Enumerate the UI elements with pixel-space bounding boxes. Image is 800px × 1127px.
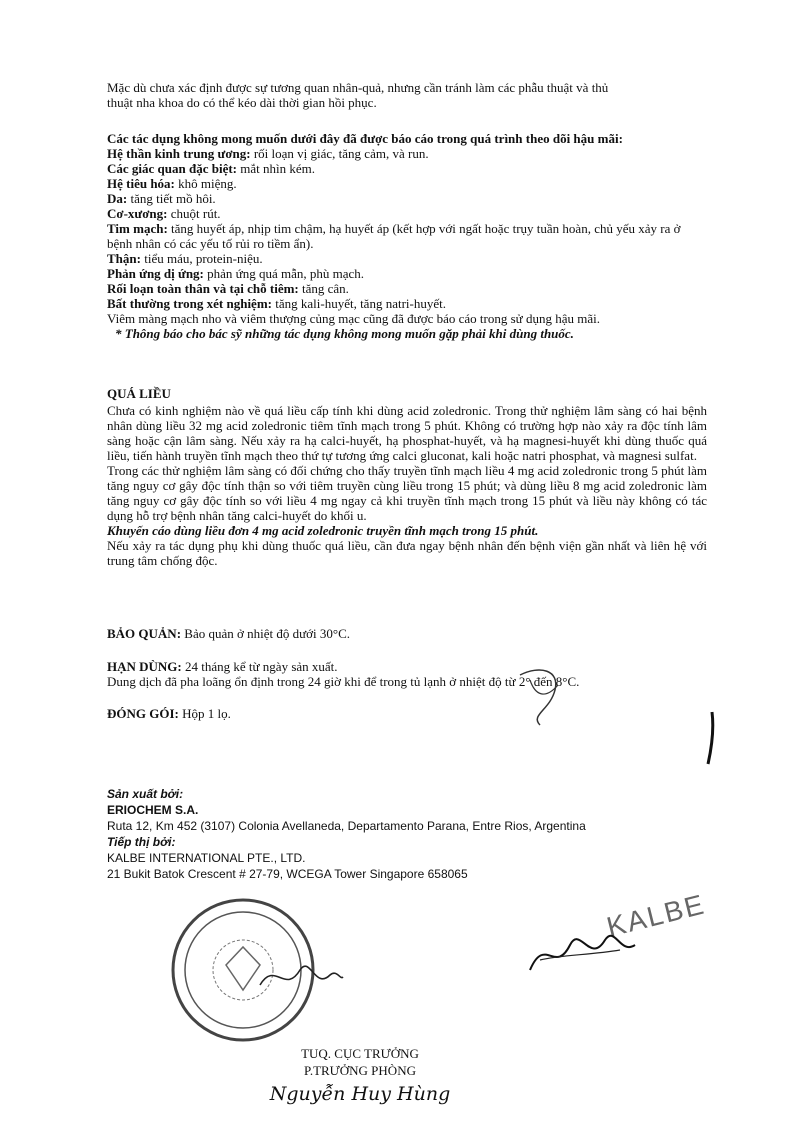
adverse-item — [107, 251, 707, 266]
adverse-item — [107, 206, 707, 221]
adverse-item-text: khô miệng. — [174, 176, 237, 191]
adverse-item-label: Cơ-xương: — [107, 206, 168, 221]
expiry-line-2: Dung dịch đã pha loãng ổn định trong 24 giờ khi để trong tủ lạnh ở nhiệt độ từ 2° đến 8°C. — [107, 674, 580, 689]
adverse-item — [107, 191, 707, 206]
storage-section — [107, 626, 707, 641]
marketer-address: 21 Bukit Batok Crescent # 27-79, WCEGA Tower Singapore 658065 — [107, 867, 468, 881]
margin-stroke — [700, 708, 720, 768]
adverse-item-text: tăng kali-huyết, tăng natri-huyết. — [271, 296, 446, 311]
adverse-item — [107, 146, 707, 161]
overdose-paragraph-4: Nếu xảy ra tác dụng phụ khi dùng thuốc quá liều, cần đưa ngay bệnh nhân đến bệnh viện gần nhất và liên hệ với trung tâm chống độc. — [107, 538, 707, 568]
adverse-item-label: Phản ứng dị ứng: — [107, 266, 204, 281]
adverse-item-text: chuột rút. — [167, 206, 221, 221]
adverse-item-label: Thận: — [107, 251, 141, 266]
adverse-item-text: tiểu máu, protein-niệu. — [140, 251, 263, 266]
adverse-note: Viêm màng mạch nho và viêm thượng củng mạc cũng đã được báo cáo trong sử dụng hậu mãi. — [107, 311, 600, 326]
storage-label: BẢO QUẢN: — [107, 626, 182, 641]
adverse-item — [107, 281, 707, 296]
overdose-section — [107, 386, 707, 568]
stamp-signature — [255, 955, 345, 1005]
adverse-item-label: Các giác quan đặc biệt: — [107, 161, 237, 176]
intro-paragraph — [107, 80, 707, 110]
intro-line-2: thuật nha khoa do có thể kéo dài thời gian hồi phục. — [107, 95, 377, 110]
overdose-recommendation: Khuyến cáo dùng liều đơn 4 mg acid zoledronic truyền tĩnh mạch trong 15 phút. — [107, 523, 539, 538]
adverse-item-text: rối loạn vị giác, tăng cảm, và run. — [250, 146, 429, 161]
adverse-item-label: Rối loạn toàn thân và tại chỗ tiêm: — [107, 281, 299, 296]
expiry-text: 24 tháng kể từ ngày sản xuất. — [181, 659, 338, 674]
adverse-list — [107, 146, 707, 311]
adverse-item — [107, 221, 707, 251]
adverse-item-label: Bất thường trong xét nghiệm: — [107, 296, 272, 311]
manufacturer-address: Ruta 12, Km 452 (3107) Colonia Avellaneda, Departamento Parana, Entre Rios, Argentina — [107, 819, 586, 833]
manufacturer-name: ERIOCHEM S.A. — [107, 803, 199, 817]
adverse-item-label: Da: — [107, 191, 128, 206]
adverse-heading: Các tác dụng không mong muốn dưới đây đã được báo cáo trong quá trình theo dõi hậu mãi: — [107, 131, 623, 146]
adverse-item-text: phản ứng quá mẫn, phù mạch. — [203, 266, 365, 281]
adverse-item — [107, 296, 707, 311]
adverse-effects-section — [107, 131, 707, 341]
signature-title-2: P.TRƯỞNG PHÒNG — [304, 1063, 416, 1078]
expiry-section — [107, 659, 707, 689]
adverse-item-label: Hệ tiêu hóa: — [107, 176, 175, 191]
overdose-heading: QUÁ LIỀU — [107, 386, 171, 401]
handwritten-mark — [500, 660, 580, 730]
expiry-label: HẠN DÙNG: — [107, 659, 182, 674]
made-by-label: Sản xuất bởi: — [107, 787, 184, 801]
kalbe-signature — [520, 915, 640, 985]
signature-title-1: TUQ. CỤC TRƯỞNG — [301, 1046, 419, 1061]
adverse-item-text: tăng cân. — [298, 281, 349, 296]
marketer-name: KALBE INTERNATIONAL PTE., LTD. — [107, 851, 306, 865]
adverse-item-text: tăng huyết áp, nhịp tim chậm, hạ huyết áp (kết hợp với ngất hoặc trụy tuần hoàn, chủ yếu xảy ra ở bệnh nhân có các yếu tố rủi ro tiềm ẩn). — [107, 221, 681, 251]
overdose-paragraph-1: Chưa có kinh nghiệm nào về quá liều cấp tính khi dùng acid zoledronic. Trong thử nghiệm lâm sàng có hai bệnh nhân dùng liều 32 mg acid zoledronic tiêm tĩnh mạch trong 5 phút. Không có trường hợp nào xảy ra độc tính lâm sàng hoặc cận lâm sàng. Nếu xảy ra hạ calci-huyết, hạ phosphat-huyết, và hạ magnesi-huyết khi dùng thuốc quá liều, tiến hành truyền tĩnh mạch theo thứ tự tương ứng calci gluconat, kali hoặc natri phosphat, và magnesi sulfat. — [107, 403, 707, 463]
packing-label: ĐÓNG GÓI: — [107, 706, 179, 721]
adverse-item-text: mắt nhìn kém. — [237, 161, 315, 176]
manufacturer-section — [107, 786, 707, 882]
adverse-item-label: Hệ thần kinh trung ương: — [107, 146, 251, 161]
storage-text: Bảo quản ở nhiệt độ dưới 30°C. — [181, 626, 351, 641]
adverse-item — [107, 176, 707, 191]
kalbe-mark: KALBE — [603, 888, 709, 943]
overdose-paragraph-2: Trong các thử nghiệm lâm sàng có đối chứng cho thấy truyền tĩnh mạch liều 4 mg acid zoledronic trong 5 phút làm tăng nguy cơ gây độc tính thận so với tiêm truyền cùng liều trong 15 phút; và dùng liều 8 mg acid zoledronic làm tăng nguy cơ gây độc tính so với liều 4 mg ngay cả khi truyền tĩnh mạch trong 15 phút và liều này không có tác dụng hỗ trợ bệnh nhân tăng calci-huyết do khối u. — [107, 463, 707, 523]
intro-line-1: Mặc dù chưa xác định được sự tương quan nhân-quả, nhưng cần tránh làm các phẫu thuật và thủ — [107, 80, 609, 95]
adverse-item — [107, 161, 707, 176]
packing-text: Hộp 1 lọ. — [178, 706, 231, 721]
adverse-item-text: tăng tiết mồ hôi. — [127, 191, 216, 206]
adverse-warning: * Thông báo cho bác sỹ những tác dụng không mong muốn gặp phải khi dùng thuốc. — [115, 326, 574, 341]
adverse-item-label: Tim mạch: — [107, 221, 168, 236]
signer-name: Nguyễn Huy Hùng — [269, 1083, 451, 1105]
marketed-by-label: Tiếp thị bởi: — [107, 835, 176, 849]
packing-section — [107, 706, 707, 721]
adverse-item — [107, 266, 707, 281]
